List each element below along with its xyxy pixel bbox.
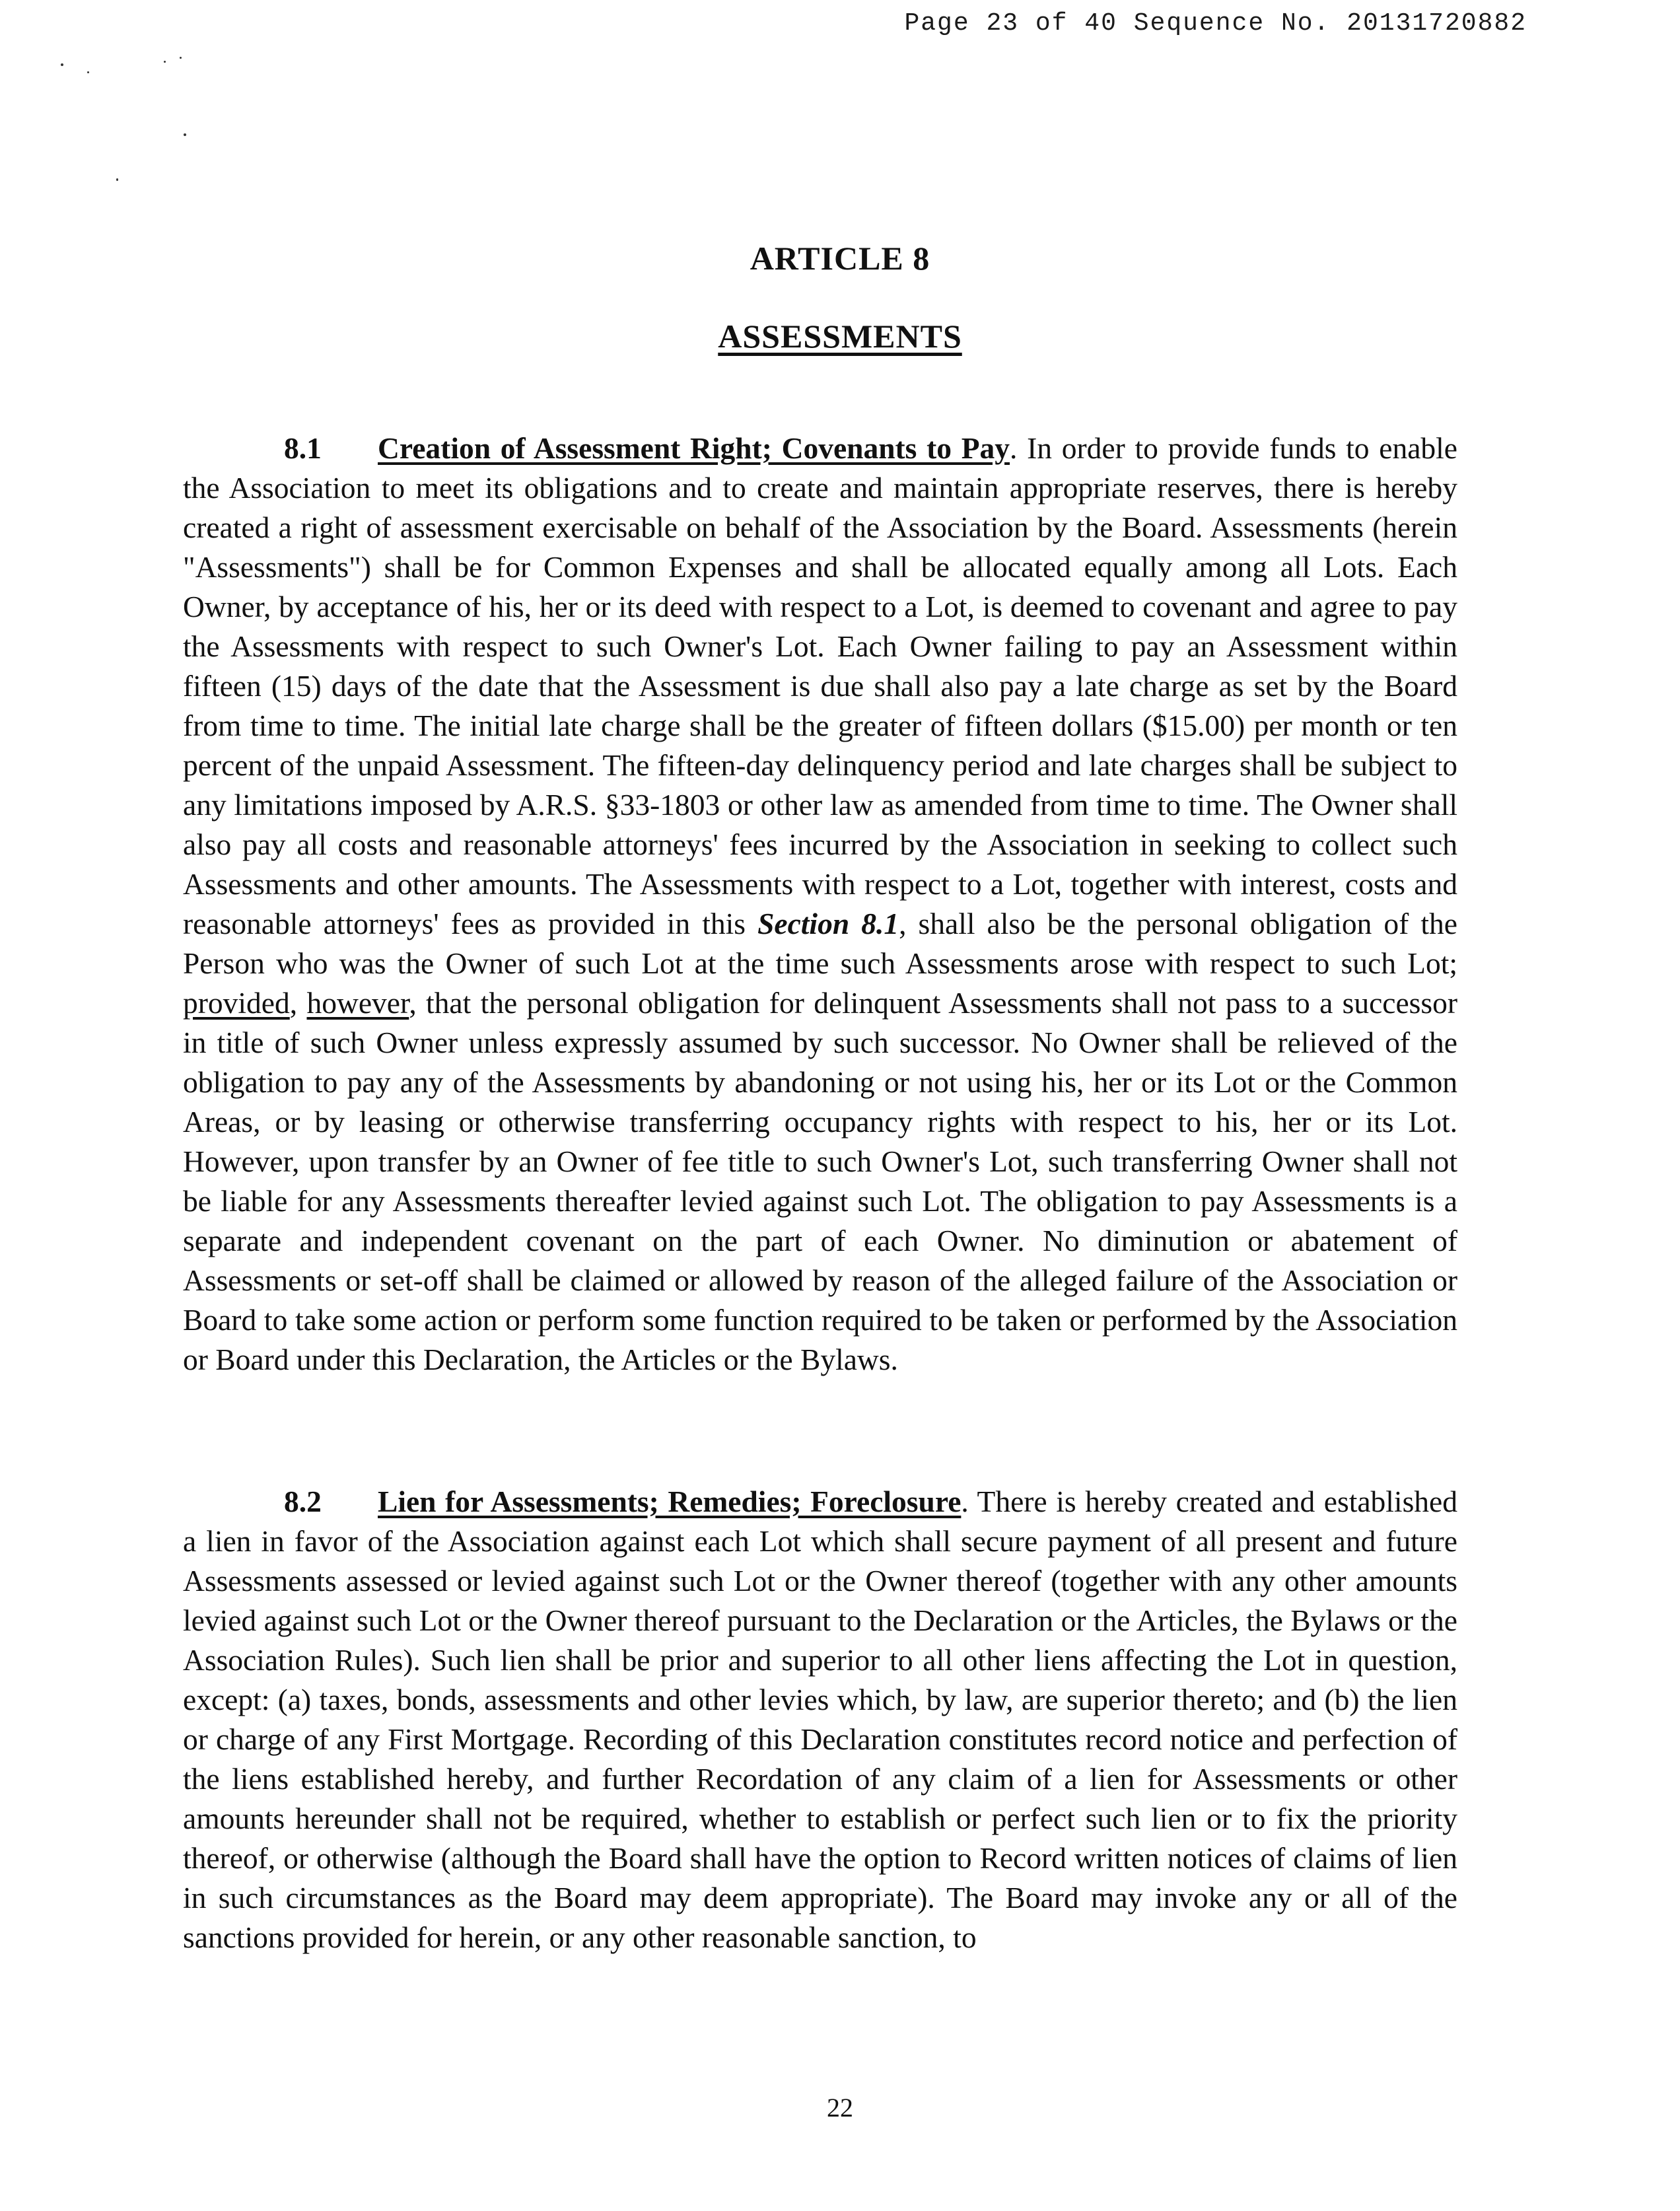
underlined-term-however: however [306, 985, 409, 1020]
section-8-2 [183, 1482, 1457, 1957]
article-heading: ARTICLE 8 [750, 240, 930, 277]
article-title [0, 317, 1680, 355]
section-title: Creation of Assessment Right; Covenants to Pay [378, 431, 1010, 465]
section-text: , [289, 985, 307, 1020]
section-number: 8.1 [284, 431, 322, 465]
recording-header: Page 23 of 40 Sequence No. 20131720882 [904, 9, 1527, 38]
section-title-period: . [961, 1484, 969, 1518]
section-text: There is hereby created and established a lien in favor of the Association against each Lot which shall secure payment of all present and future Assessments assessed or levied against such Lot or the Owner thereof (together with any other amounts levied against such Lot or the Owner thereof pursuant to the Declaration or the Articles, the Bylaws or the Association Rules). Such lien shall be prior and superior to all other liens affecting the Lot in question, except: (a) taxes, bonds, assessments and other levies which, by law, are superior thereto; and (b) the lien or charge of any First Mortgage. Recording of this Declaration constitutes record notice and perfection of the liens established hereby, and further Recordation of any claim of a lien for Assessments or other amounts hereunder shall not be required, whether to establish or perfect such lien or to fix the priority thereof, or otherwise (although the Board shall have the option to Record written notices of claims of lien in such circumstances as the Board may deem appropriate). The Board may invoke any or all of the sanctions provided for herein, or any other reasonable sanction, to [183, 1484, 1457, 1954]
scan-speck [116, 178, 118, 181]
section-text: , shall also be the personal obligation of the Person who was the Owner of such Lot at the time such Assessments arose with respect to such Lot; [183, 906, 1457, 980]
section-number: 8.2 [284, 1484, 322, 1518]
scan-speck [87, 71, 89, 73]
section-text: In order to provide funds to enable the Association to meet its obligations and to create and maintain appropriate reserves, there is hereby created a right of assessment exercisable on behalf of the Association by the Board. Assessments (herein "Assessments") shall be for Common Expenses and shall be allocated equally among all Lots. Each Owner, by acceptance of his, her or its deed with respect to a Lot, is deemed to covenant and agree to pay the Assessments with respect to such Owner's Lot. Each Owner failing to pay an Assessment within fifteen (15) days of the date that the Assessment is due shall also pay a late charge as set by the Board from time to time. The initial late charge shall be the greater of fifteen dollars ($15.00) per month or ten percent of the unpaid Assessment. The fifteen-day delinquency period and late charges shall be subject to any limitations imposed by A.R.S. §33-1803 or other law as amended from time to time. The Owner shall also pay all costs and reasonable attorneys' fees incurred by the Association in seeking to collect such Assessments and other amounts. The Assessments with respect to a Lot, together with interest, costs and reasonable attorneys' fees as provided in this [183, 431, 1457, 940]
section-reference: Section 8.1 [757, 906, 899, 940]
page-number: 22 [827, 2093, 853, 2123]
section-title-period: . [1010, 431, 1018, 465]
section-8-1 [183, 429, 1457, 1380]
scan-speck [61, 63, 63, 66]
scan-speck [184, 133, 186, 136]
underlined-term-provided: provided [183, 985, 290, 1020]
section-text: , that the personal obligation for delinquent Assessments shall not pass to a successor in title of such Owner unless expressly assumed by such successor. No Owner shall be relieved of the obligation to pay any of the Assessments by abandoning or not using his, her or its Lot or the Common Areas, or by leasing or otherwise transferring occupancy rights with respect to his, her or its Lot. However, upon transfer by an Owner of fee title to such Owner's Lot, such transferring Owner shall not be liable for any Assessments thereafter levied against such Lot. The obligation to pay Assessments is a separate and independent covenant on the part of each Owner. No diminution or abatement of Assessments or set-off shall be claimed or allowed by reason of the alleged failure of the Association or Board to take some action or perform some function required to be taken or performed by the Association or Board under this Declaration, the Articles or the Bylaws. [183, 985, 1457, 1376]
section-title: Lien for Assessments; Remedies; Foreclosure [378, 1484, 962, 1518]
scan-speck [164, 61, 166, 63]
scan-speck [180, 57, 182, 59]
article-title-text: ASSESSMENTS [718, 318, 962, 355]
